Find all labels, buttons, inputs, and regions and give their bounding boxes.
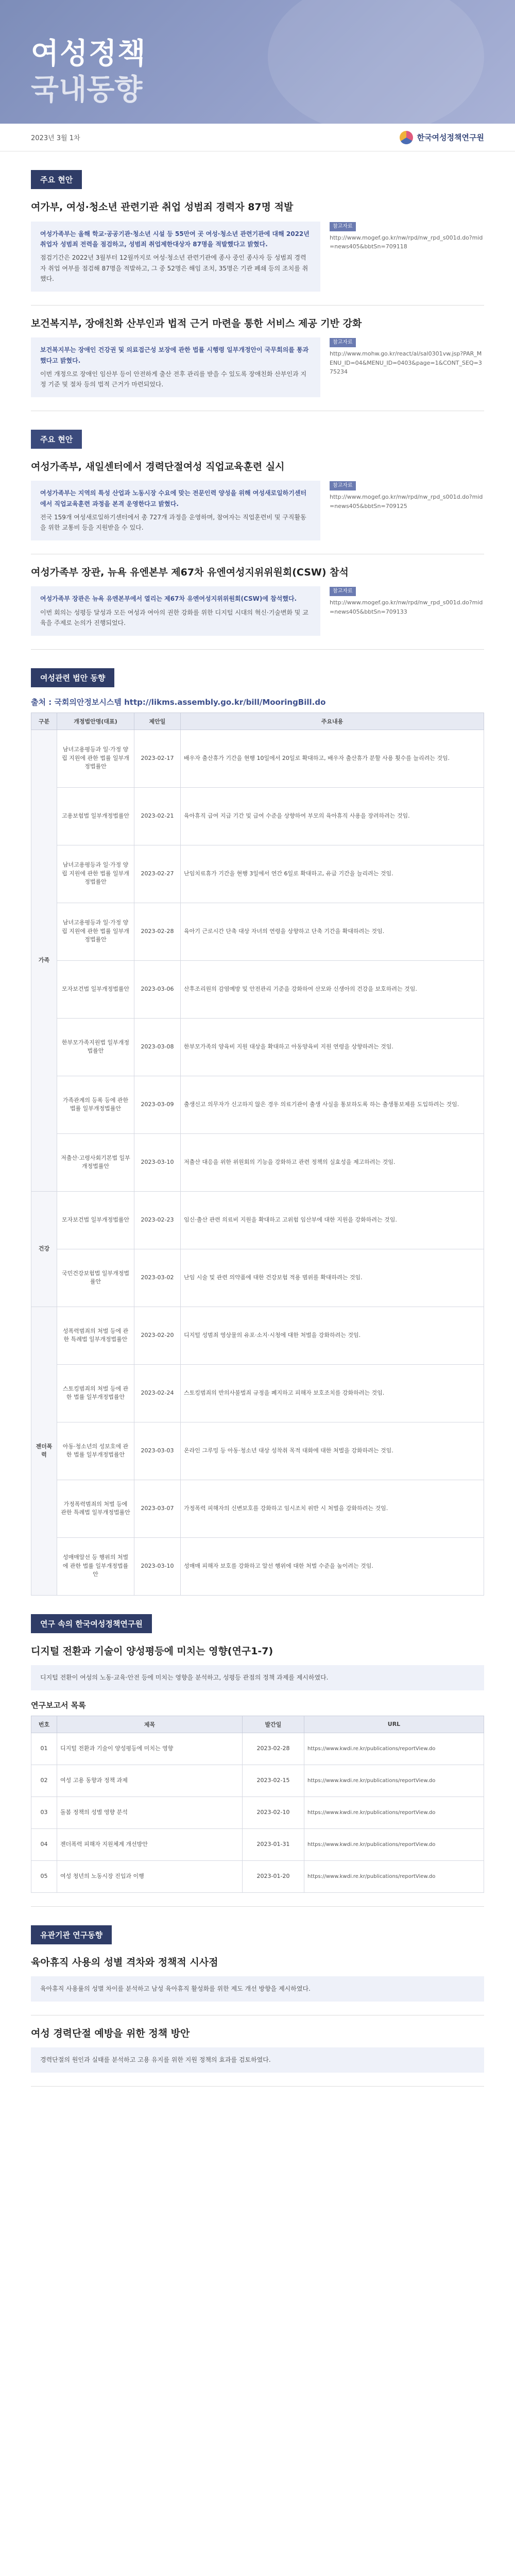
bill-summary: 난임 시술 및 관련 의약품에 대한 건강보험 적용 범위를 확대하려는 것임. [181,1249,484,1307]
issue-bar [0,124,515,151]
news-item [31,306,484,411]
report-date: 2023-01-20 [243,1860,304,1892]
table-row [31,1191,484,1249]
news-title: 여가부, 여성·청소년 관련기관 취업 성범죄 경력자 87명 적발 [31,201,294,213]
table-row [31,730,484,787]
news-lead: 여성가족부는 지역의 특성 산업과 노동시장 수요에 맞는 전문인력 양성을 위해 여성새로일하기센터에서 직업교육훈련 과정을 본격 운영한다고 밝혔다. [40,489,307,507]
bill-date: 2023-02-21 [134,787,181,845]
report-url[interactable]: https://www.kwdi.re.kr/publications/reportView.do [304,1733,484,1765]
report-date: 2023-01-31 [243,1828,304,1860]
related-research-section [0,1907,515,2087]
bill-date: 2023-02-24 [134,1364,181,1422]
bill-date: 2023-02-27 [134,845,181,903]
bill-summary: 육아기 근로시간 단축 대상 자녀의 연령을 상향하고 단축 기간을 확대하려는 것임. [181,903,484,960]
table-row [31,1076,484,1133]
news-item [31,189,484,306]
bill-name: 모자보건법 일부개정법률안 [57,960,134,1018]
table-row [31,1765,484,1797]
bill-summary: 임신·출산 관련 의료비 지원을 확대하고 고위험 임산부에 대한 지원을 강화하려는 것임. [181,1191,484,1249]
bill-name: 성폭력범죄의 처벌 등에 관한 특례법 일부개정법률안 [57,1307,134,1364]
table-row [31,1364,484,1422]
reference-link[interactable]: http://www.mohw.go.kr/react/al/sal0301vw.jsp?PAR_MENU_ID=04&MENU_ID=0403&page=1&CONT_SEQ=375234 [330,350,482,376]
news-lead: 보건복지부는 장애인 건강권 및 의료접근성 보장에 관한 법률 시행령 일부개정안이 국무회의를 통과했다고 밝혔다. [40,346,309,364]
org-logo-icon [400,131,413,144]
report-title: 돌봄 정책의 성별 영향 분석 [57,1797,243,1828]
table-row [31,1733,484,1765]
domestic-bills-section [0,650,515,1596]
table-row [31,1133,484,1191]
section-label-related: 유관기관 연구동향 [31,1925,112,1944]
issue-label: 2023년 3월 1차 [31,134,80,142]
bill-name: 저출산·고령사회기본법 일부개정법률안 [57,1133,134,1191]
newsletter-subtitle: 국내동향 [31,73,143,107]
bill-name: 한부모가족지원법 일부개정법률안 [57,1018,134,1076]
research-table [31,1716,484,1893]
related-title: 육아휴직 사용의 성별 격차와 정책적 시사점 [31,1956,218,1968]
source-name: 국회의안정보시스템 [54,697,122,707]
news-title: 보건복지부, 장애친화 산부인과 법적 근거 마련을 통한 서비스 제공 기반 강화 [31,317,362,329]
news-title: 여성가족부 장관, 뉴욕 유엔본부 제67차 유엔여성지위위원회(CSW) 참석 [31,566,349,578]
bill-summary: 온라인 그루밍 등 아동·청소년 대상 성착취 목적 대화에 대한 처벌을 강화하려는 것임. [181,1422,484,1480]
bill-table [31,713,484,1596]
report-url[interactable]: https://www.kwdi.re.kr/publications/reportView.do [304,1765,484,1797]
main-issues-section [0,151,515,650]
reference-badge: 참고자료 [330,481,356,490]
row-number: 02 [31,1765,57,1797]
bill-date: 2023-03-02 [134,1249,181,1307]
table-row [31,1422,484,1480]
table-row [31,1307,484,1364]
news-item [31,554,484,650]
bill-date: 2023-03-09 [134,1076,181,1133]
group-cell: 젠더폭력 [31,1307,57,1595]
source-label: 출처 : [31,697,52,707]
table-row [31,1828,484,1860]
bill-date: 2023-03-06 [134,960,181,1018]
research-title: 디지털 전환과 기술이 양성평등에 미치는 영향(연구1-7) [31,1645,273,1657]
related-item [31,2015,484,2087]
news-item [31,449,484,554]
table-row [31,1860,484,1892]
news-text: 이번 회의는 성평등 달성과 모든 여성과 여아의 권한 강화를 위한 디지털 시대의 혁신·기술변화 및 교육을 주제로 논의가 진행되었다. [40,608,308,627]
bill-summary: 디지털 성범죄 영상물의 유포·소지·시청에 대한 처벌을 강화하려는 것임. [181,1307,484,1364]
report-title: 디지털 전환과 기술이 양성평등에 미치는 영향 [57,1733,243,1765]
news-summary [31,481,320,540]
bill-name: 국민건강보험법 일부개정법률안 [57,1249,134,1307]
bill-summary: 배우자 출산휴가 기간을 현행 10일에서 20일로 확대하고, 배우자 출산휴가 분할 사용 횟수를 늘리려는 것임. [181,730,484,787]
table-row [31,903,484,960]
news-reference [330,586,484,635]
related-item [31,1944,484,2015]
bill-name: 아동·청소년의 성보호에 관한 법률 일부개정법률안 [57,1422,134,1480]
table-header-row [31,713,484,730]
reference-badge: 참고자료 [330,338,356,347]
news-summary [31,222,320,292]
bill-name: 모자보건법 일부개정법률안 [57,1191,134,1249]
research-summary: 디지털 전환이 여성의 노동·교육·안전 등에 미치는 영향을 분석하고, 성평등 관점의 정책 과제를 제시하였다. [31,1665,484,1690]
table-row [31,1018,484,1076]
research-item [31,1633,484,1907]
report-title: 여성 청년의 노동시장 진입과 이행 [57,1860,243,1892]
bill-summary: 저출산 대응을 위한 위원회의 기능을 강화하고 관련 정책의 실효성을 제고하려는 것임. [181,1133,484,1191]
bill-summary: 산후조리원의 감염예방 및 안전관리 기준을 강화하여 산모와 신생아의 건강을 보호하려는 것임. [181,960,484,1018]
row-number: 04 [31,1828,57,1860]
bill-summary: 성매매 피해자 보호를 강화하고 알선 행위에 대한 처벌 수준을 높이려는 것임. [181,1537,484,1595]
bill-summary: 출생신고 의무자가 신고하지 않은 경우 의료기관이 출생 사실을 통보하도록 하는 출생통보제를 도입하려는 것임. [181,1076,484,1133]
group-cell: 가족 [31,730,57,1191]
section-label-research: 연구 속의 한국여성정책연구원 [31,1614,152,1633]
bill-summary: 스토킹범죄의 반의사불벌죄 규정을 폐지하고 피해자 보호조치를 강화하려는 것임. [181,1364,484,1422]
col-header: 제목 [57,1716,243,1733]
bill-name: 성매매알선 등 행위의 처벌에 관한 법률 일부개정법률안 [57,1537,134,1595]
table-row [31,1797,484,1828]
bill-date: 2023-03-08 [134,1018,181,1076]
news-text: 이번 개정으로 장애인 임산부 등이 안전하게 출산 전후 관리를 받을 수 있도록 장애친화 산부인과 지정 기준 및 절차 등의 법적 근거가 마련되었다. [40,370,307,388]
reference-link[interactable]: http://www.mogef.go.kr/nw/rpd/nw_rpd_s001d.do?mid=news405&bbtSn=709125 [330,494,483,510]
research-table-title: 연구보고서 목록 [31,1700,86,1710]
related-title: 여성 경력단절 예방을 위한 정책 방안 [31,2027,190,2039]
bill-name: 남녀고용평등과 일·가정 양립 지원에 관한 법률 일부개정법률안 [57,730,134,787]
bill-summary: 난임치료휴가 기간을 현행 3일에서 연간 6일로 확대하고, 유급 기간을 늘리려는 것임. [181,845,484,903]
bill-date: 2023-03-10 [134,1537,181,1595]
section-label-main-issues-alt: 주요 현안 [31,430,82,449]
bill-name: 가정폭력범죄의 처벌 등에 관한 특례법 일부개정법률안 [57,1480,134,1537]
bill-name: 남녀고용평등과 일·가정 양립 지원에 관한 법률 일부개정법률안 [57,845,134,903]
research-section [0,1596,515,1907]
section-label-main-issues: 주요 현안 [31,170,82,189]
reference-link[interactable]: http://www.mogef.go.kr/nw/rpd/nw_rpd_s001d.do?mid=news405&bbtSn=709118 [330,234,483,250]
report-date: 2023-02-15 [243,1765,304,1797]
report-title: 여성 고용 동향과 정책 과제 [57,1765,243,1797]
col-header: 발간일 [243,1716,304,1733]
table-row [31,1480,484,1537]
org-name: 한국여성정책연구원 [417,133,484,142]
report-date: 2023-02-28 [243,1733,304,1765]
bill-date: 2023-03-10 [134,1133,181,1191]
col-header: 제안일 [134,713,181,730]
news-lead: 여성가족부는 올해 학교·공공기관·청소년 시설 등 55만여 곳 여성·청소년 관련기관에 대해 2022년 취업자 성범죄 전력을 점검하고, 성범죄 취업제한대상자 87명을 적발했다고 밝혔다. [40,230,310,248]
news-lead: 여성가족부 장관은 뉴욕 유엔본부에서 열리는 제67차 유엔여성지위위원회(CSW)에 참석했다. [40,595,297,603]
bill-summary: 한부모가족의 양육비 지원 대상을 확대하고 아동양육비 지원 연령을 상향하려는 것임. [181,1018,484,1076]
row-number: 05 [31,1860,57,1892]
col-header: URL [304,1716,484,1733]
bill-date: 2023-02-28 [134,903,181,960]
col-header: 번호 [31,1716,57,1733]
table-row [31,1537,484,1595]
news-summary [31,337,320,397]
news-summary [31,586,320,635]
bill-name: 남녀고용평등과 일·가정 양립 지원에 관한 법률 일부개정법률안 [57,903,134,960]
bill-summary: 가정폭력 피해자의 신변보호를 강화하고 임시조치 위반 시 처벌을 강화하려는 것임. [181,1480,484,1537]
bill-date: 2023-02-20 [134,1307,181,1364]
table-row [31,787,484,845]
row-number: 01 [31,1733,57,1765]
report-title: 젠더폭력 피해자 지원체계 개선방안 [57,1828,243,1860]
col-header: 구분 [31,713,57,730]
report-date: 2023-02-10 [243,1797,304,1828]
news-text: 전국 159개 여성새로일하기센터에서 총 727개 과정을 운영하며, 참여자는 직업훈련비 및 구직활동을 위한 교통비 등을 지원받을 수 있다. [40,514,306,532]
report-url[interactable]: https://www.kwdi.re.kr/publications/reportView.do [304,1797,484,1828]
table-row [31,845,484,903]
bill-date: 2023-03-03 [134,1422,181,1480]
newsletter-title: 여성정책 [31,37,147,71]
news-text: 점검기간은 2022년 3월부터 12월까지로 여성·청소년 관련기관에 종사 중인 종사자 등 성범죄 경력자 취업 여부를 점검해 87명을 적발하고, 그 중 52명은 해임 조치, 35명은 기관 폐쇄 등의 조치를 취했다. [40,254,308,283]
report-url[interactable]: https://www.kwdi.re.kr/publications/reportView.do [304,1860,484,1892]
bill-name: 가족관계의 등록 등에 관한 법률 일부개정법률안 [57,1076,134,1133]
news-reference [330,337,484,397]
bill-date: 2023-03-07 [134,1480,181,1537]
reference-badge: 참고자료 [330,587,356,596]
col-header: 개정법안명(대표) [57,713,134,730]
bill-date: 2023-02-23 [134,1191,181,1249]
related-summary: 육아휴직 사용률의 성별 차이를 분석하고 남성 육아휴직 활성화를 위한 제도 개선 방향을 제시하였다. [31,1976,484,2001]
related-summary: 경력단절의 원인과 실태를 분석하고 고용 유지를 위한 지원 정책의 효과를 검토하였다. [31,2047,484,2072]
bill-date: 2023-02-17 [134,730,181,787]
reference-badge: 참고자료 [330,222,356,231]
section-label-domestic: 여성관련 법안 동향 [31,668,114,687]
org-logo [400,131,484,144]
table-row [31,960,484,1018]
bill-name: 고용보험법 일부개정법률안 [57,787,134,845]
col-header: 주요내용 [181,713,484,730]
group-cell: 건강 [31,1191,57,1307]
bill-name: 스토킹범죄의 처벌 등에 관한 법률 일부개정법률안 [57,1364,134,1422]
news-reference [330,222,484,292]
table-header-row [31,1716,484,1733]
reference-link[interactable]: http://www.mogef.go.kr/nw/rpd/nw_rpd_s001d.do?mid=news405&bbtSn=709133 [330,599,483,616]
news-reference [330,481,484,540]
table-row [31,1249,484,1307]
source-url[interactable]: http://likms.assembly.go.kr/bill/MooringBill.do [124,697,326,707]
source-line [31,697,484,707]
report-url[interactable]: https://www.kwdi.re.kr/publications/reportView.do [304,1828,484,1860]
bill-summary: 육아휴직 급여 지급 기간 및 급여 수준을 상향하여 부모의 육아휴직 사용을 장려하려는 것임. [181,787,484,845]
row-number: 03 [31,1797,57,1828]
news-title: 여성가족부, 새일센터에서 경력단절여성 직업교육훈련 실시 [31,461,285,472]
hero-banner [0,0,515,124]
